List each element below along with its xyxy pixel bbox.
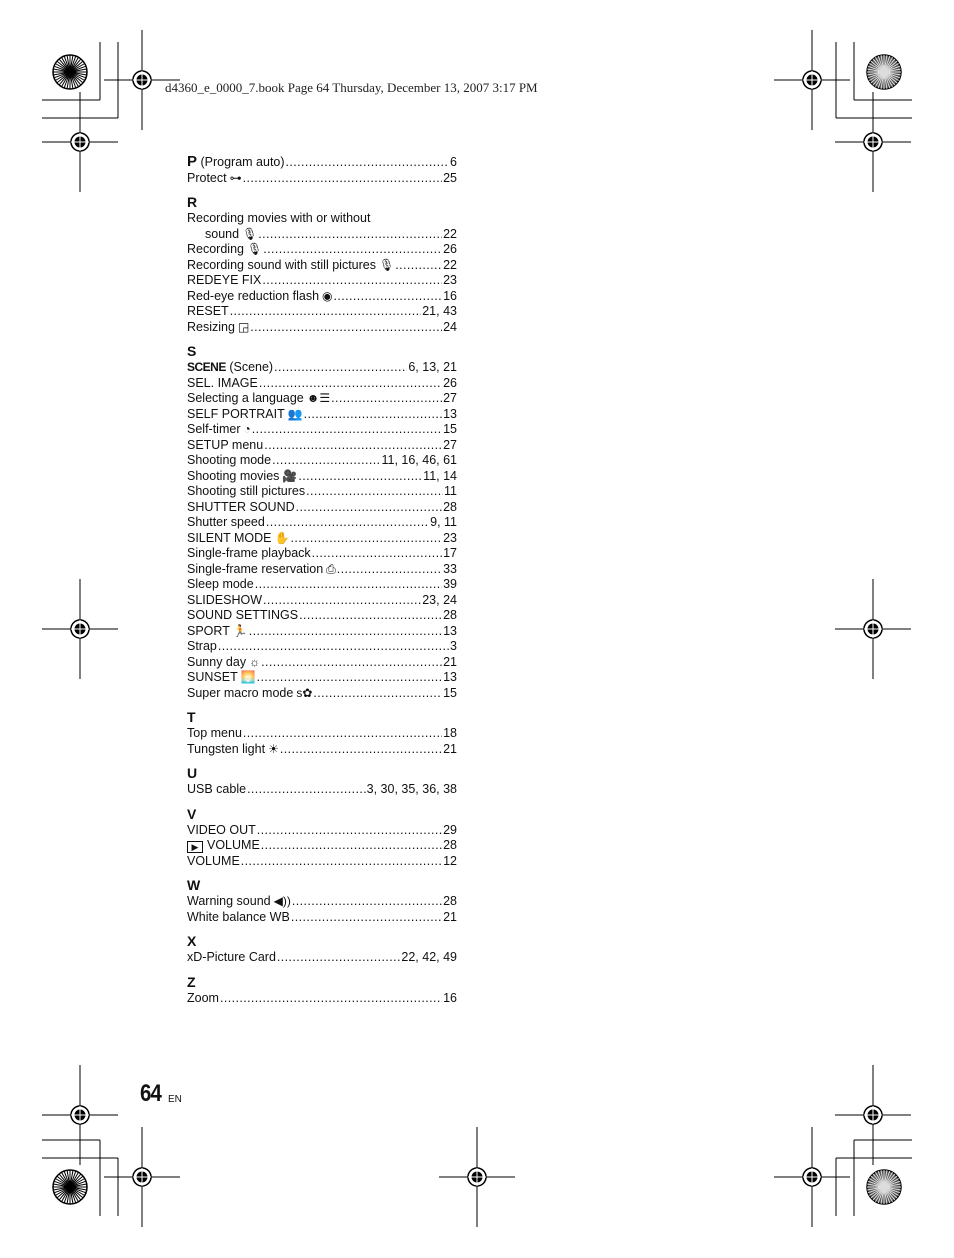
index-entry — [187, 608, 457, 624]
entry-text: SELF PORTRAIT — [187, 406, 285, 421]
entry-label — [187, 211, 370, 227]
section-letter: S — [187, 343, 197, 359]
entry-label — [187, 608, 298, 624]
entry-text: xD-Picture Card — [187, 950, 276, 964]
index-section — [187, 933, 457, 966]
index-entry — [187, 360, 457, 376]
dot-leader — [241, 854, 442, 870]
index-entry — [187, 320, 457, 336]
entry-label — [187, 453, 271, 469]
index-entry — [187, 655, 457, 671]
index-entry — [187, 227, 457, 243]
entry-text: Top menu — [187, 726, 242, 740]
super-macro-icon: s✿ — [296, 685, 313, 700]
entry-page-ref: 3 — [450, 639, 457, 653]
entry-page-ref: 11, 16, 46, 61 — [381, 453, 457, 467]
entry-label — [187, 742, 279, 758]
entry-text: USB cable — [187, 782, 247, 796]
sun-icon: ☼ — [249, 654, 261, 669]
dot-leader — [331, 391, 442, 407]
entry-label — [187, 726, 242, 742]
index-section — [187, 194, 457, 335]
dot-leader — [277, 950, 400, 966]
index-entry — [187, 453, 457, 469]
entry-text: Sleep mode — [187, 577, 254, 591]
print-icon: ⎙ — [326, 561, 336, 576]
microphone-icon: 🎙 — [246, 242, 263, 256]
entry-text: Protect — [187, 170, 227, 185]
section-letter: V — [187, 805, 197, 822]
entry-page-ref: 17 — [443, 546, 457, 560]
entry-label — [187, 639, 217, 655]
dot-leader — [258, 227, 442, 243]
dot-leader — [272, 453, 380, 469]
index-section — [187, 877, 457, 925]
entry-label — [187, 304, 229, 320]
entry-page-ref: 9, 11 — [430, 515, 457, 529]
entry-text: Recording sound with still pictures — [187, 257, 376, 272]
dot-leader — [280, 742, 442, 758]
entry-text: VOLUME — [207, 838, 260, 852]
entry-page-ref: 21, 43 — [422, 304, 457, 318]
entry-label — [187, 531, 289, 547]
index-entry — [187, 304, 457, 320]
entry-label — [187, 655, 260, 671]
entry-page-ref: 23, 24 — [422, 592, 457, 607]
starburst-target-icon — [867, 1170, 901, 1204]
entry-page-ref: 22 — [443, 226, 457, 241]
index-list — [187, 154, 457, 1006]
entry-text: RESET — [187, 304, 229, 318]
entry-page-ref: 15 — [443, 422, 457, 436]
tungsten-icon: ☀ — [268, 741, 279, 756]
entry-text: sound — [205, 226, 240, 241]
entry-page-ref: 28 — [443, 894, 457, 908]
entry-label — [187, 422, 251, 438]
entry-text: SEL. IMAGE — [187, 375, 258, 390]
entry-page-ref: 11, 14 — [423, 468, 457, 483]
dot-leader — [299, 608, 442, 624]
index-entry — [187, 484, 457, 500]
starburst-target-icon — [53, 1170, 87, 1204]
entry-text: VIDEO OUT — [187, 822, 256, 837]
entry-text: Resizing — [187, 319, 235, 334]
entry-page-ref: 39 — [443, 577, 457, 591]
microphone-icon: 🎙 — [378, 257, 395, 272]
index-entry — [187, 782, 457, 798]
dot-leader — [257, 823, 442, 839]
entry-text: Strap — [187, 639, 217, 653]
dot-leader — [230, 304, 422, 320]
entry-label — [187, 624, 248, 640]
sport-icon: 🏃 — [232, 623, 248, 638]
entry-text: Warning sound — [187, 894, 271, 908]
entry-text: SHUTTER SOUND — [187, 499, 295, 514]
entry-label — [187, 360, 273, 376]
index-entry — [187, 515, 457, 531]
dot-leader — [220, 991, 442, 1007]
entry-text: Recording — [187, 242, 244, 256]
entry-page-ref: 21 — [443, 909, 457, 924]
index-entry — [187, 838, 457, 854]
index-entry — [187, 154, 457, 171]
dot-leader — [313, 686, 442, 702]
index-entry — [187, 854, 457, 870]
index-entry — [187, 991, 457, 1007]
index-entry — [187, 273, 457, 289]
dot-leader — [255, 577, 442, 593]
dot-leader — [243, 171, 442, 187]
index-entry — [187, 624, 457, 640]
dot-leader — [218, 639, 449, 655]
entry-page-ref: 24 — [443, 319, 457, 334]
entry-label — [187, 515, 265, 531]
entry-label — [187, 376, 258, 392]
dot-leader — [298, 469, 422, 485]
entry-label — [187, 546, 311, 562]
index-entry — [187, 391, 457, 407]
index-entry — [187, 639, 457, 655]
section-letter: Z — [187, 973, 196, 990]
language-icon: ☻☰ — [306, 391, 331, 405]
entry-label — [187, 782, 246, 798]
dot-leader — [290, 531, 442, 547]
entry-label — [187, 154, 285, 171]
entry-text: SETUP menu — [187, 437, 264, 452]
entry-label — [187, 670, 256, 686]
dot-leader — [263, 242, 442, 258]
entry-label — [187, 273, 261, 289]
entry-label — [187, 484, 305, 500]
entry-label — [187, 242, 262, 258]
index-entry — [187, 894, 457, 910]
dot-leader — [266, 515, 429, 531]
entry-page-ref: 11 — [444, 484, 457, 498]
entry-label — [187, 593, 262, 609]
page-language: EN — [168, 1094, 182, 1105]
dot-leader — [262, 273, 442, 289]
entry-page-ref: 18 — [443, 726, 457, 740]
entry-text: REDEYE FIX — [187, 273, 262, 287]
resize-icon: ◲ — [237, 319, 250, 334]
entry-page-ref: 33 — [443, 561, 457, 576]
dot-leader — [291, 910, 442, 926]
index-entry — [187, 211, 457, 227]
entry-page-ref: 13 — [443, 406, 457, 421]
entry-label — [187, 320, 249, 336]
index-entry — [187, 407, 457, 423]
starburst-target-icon — [867, 55, 901, 89]
dot-leader — [274, 360, 407, 376]
entry-text: SLIDESHOW — [187, 592, 263, 607]
entry-text: Super macro mode — [187, 685, 294, 700]
starburst-target-icon — [53, 55, 87, 89]
entry-label — [187, 991, 219, 1007]
dot-leader — [306, 484, 443, 500]
entry-page-ref: 27 — [443, 391, 457, 405]
entry-text: Single-frame reservation — [187, 561, 324, 576]
entry-page-ref: 28 — [443, 608, 457, 622]
entry-label — [187, 171, 242, 187]
index-section — [187, 343, 457, 701]
entry-label — [187, 500, 295, 516]
entry-text: Shooting mode — [187, 453, 272, 467]
key-icon: ⊶ — [229, 170, 242, 185]
dot-leader — [252, 422, 442, 438]
entry-text: Sunny day — [187, 654, 247, 669]
dot-leader — [334, 289, 443, 305]
dot-leader — [243, 726, 442, 742]
entry-text: Recording movies with or without — [187, 211, 371, 225]
entry-page-ref: 26 — [443, 375, 457, 390]
entry-page-ref: 6 — [450, 155, 457, 169]
dot-leader — [257, 670, 442, 686]
entry-text: (Scene) — [225, 360, 274, 374]
entry-text: SUNSET — [187, 670, 238, 684]
self-timer-icon: ◔ — [243, 422, 251, 436]
entry-page-ref: 21 — [443, 741, 457, 756]
index-entry — [187, 289, 457, 305]
index-section — [187, 154, 457, 186]
entry-text: Selecting a language — [187, 391, 304, 405]
entry-text: Red-eye reduction flash — [187, 288, 320, 303]
playback-icon: ▶ — [187, 841, 203, 853]
entry-page-ref: 25 — [443, 170, 457, 185]
microphone-icon: 🎙 — [242, 226, 258, 241]
dot-leader — [337, 562, 442, 578]
dot-leader — [249, 624, 442, 640]
entry-label — [187, 950, 276, 966]
entry-page-ref: 23 — [443, 273, 457, 287]
index-entry — [187, 593, 457, 609]
dot-leader — [261, 655, 442, 671]
program-mode-icon: P — [187, 153, 198, 170]
index-entry — [187, 910, 457, 926]
speaker-icon: ◀)) — [273, 894, 291, 908]
entry-label — [187, 469, 297, 485]
entry-page-ref: 28 — [443, 838, 457, 852]
entry-page-ref: 28 — [443, 499, 457, 514]
entry-text: Shooting movies — [187, 468, 280, 483]
entry-label — [187, 577, 254, 593]
dot-leader — [261, 838, 442, 854]
entry-page-ref: 22, 42, 49 — [401, 950, 457, 964]
entry-label — [187, 823, 256, 839]
entry-label — [187, 438, 263, 454]
section-letter: T — [187, 709, 196, 725]
dot-leader — [296, 500, 442, 516]
section-letter: U — [187, 765, 198, 781]
section-letter: R — [187, 194, 198, 210]
index-entry — [187, 171, 457, 187]
entry-page-ref: 3, 30, 35, 36, 38 — [366, 782, 457, 796]
entry-page-ref: 13 — [443, 623, 457, 638]
dot-leader — [312, 546, 442, 562]
entry-text: VOLUME — [187, 853, 240, 868]
eye-icon: ◉ — [322, 288, 333, 303]
scene-mode-icon: SCENE — [187, 360, 226, 374]
entry-text: Zoom — [187, 990, 219, 1005]
dot-leader — [292, 894, 442, 910]
index-entry — [187, 950, 457, 966]
dot-leader — [264, 438, 442, 454]
index-entry — [187, 258, 457, 274]
index-entry — [187, 242, 457, 258]
index-entry — [187, 422, 457, 438]
entry-text: Self-timer — [187, 422, 241, 436]
dot-leader — [259, 376, 442, 392]
entry-label — [187, 854, 240, 870]
entry-text: SOUND SETTINGS — [187, 608, 299, 622]
entry-label — [187, 838, 260, 854]
entry-page-ref: 23 — [443, 530, 457, 545]
dot-leader — [247, 782, 366, 798]
entry-label — [187, 894, 291, 910]
index-entry — [187, 686, 457, 702]
entry-page-ref: 26 — [443, 242, 457, 256]
entry-page-ref: 22 — [443, 257, 457, 272]
entry-text: (Program auto) — [197, 155, 285, 169]
entry-page-ref: 29 — [443, 822, 457, 837]
entry-label — [187, 258, 394, 274]
index-entry — [187, 823, 457, 839]
page-number: 64 — [140, 1080, 161, 1107]
section-letter: W — [187, 877, 201, 893]
index-entry — [187, 577, 457, 593]
index-entry — [187, 438, 457, 454]
index-entry — [187, 469, 457, 485]
dot-leader — [286, 155, 450, 171]
index-entry — [187, 546, 457, 562]
index-entry — [187, 670, 457, 686]
entry-page-ref: 12 — [443, 853, 457, 868]
index-section — [187, 806, 457, 870]
entry-label — [187, 910, 290, 926]
dot-leader — [304, 407, 442, 423]
entry-label — [187, 686, 312, 702]
entry-text: SPORT — [187, 623, 230, 638]
entry-text: Single-frame playback — [187, 546, 311, 560]
entry-text: White balance WB — [187, 909, 290, 924]
entry-page-ref: 6, 13, 21 — [408, 360, 457, 374]
print-header: d4360_e_0000_7.book Page 64 Thursday, December 13, 2007 3:17 PM — [165, 80, 538, 95]
movie-camera-icon: 🎥 — [282, 468, 298, 483]
entry-text: SILENT MODE — [187, 530, 272, 545]
entry-page-ref: 15 — [443, 685, 457, 700]
index-entry — [187, 726, 457, 742]
index-entry — [187, 500, 457, 516]
dot-leader — [250, 320, 442, 336]
self-portrait-icon: 👥 — [287, 406, 303, 421]
entry-label — [187, 407, 303, 423]
entry-label — [187, 289, 333, 305]
entry-label — [205, 227, 257, 243]
entry-text: Shutter speed — [187, 515, 265, 529]
entry-label — [187, 391, 330, 407]
dot-leader — [395, 258, 442, 274]
entry-text: Shooting still pictures — [187, 484, 306, 498]
silent-mode-icon: ✋ — [274, 530, 290, 545]
entry-page-ref: 16 — [443, 288, 457, 303]
entry-page-ref: 16 — [443, 990, 457, 1005]
index-entry — [187, 531, 457, 547]
index-entry — [187, 742, 457, 758]
dot-leader — [263, 593, 421, 609]
index-section — [187, 974, 457, 1007]
section-letter: X — [187, 933, 197, 949]
index-entry — [187, 376, 457, 392]
index-entry — [187, 562, 457, 578]
entry-page-ref: 27 — [443, 437, 457, 452]
entry-text: Tungsten light — [187, 741, 266, 756]
entry-page-ref: 13 — [443, 670, 457, 684]
entry-page-ref: 21 — [443, 654, 457, 669]
index-section — [187, 709, 457, 757]
index-section — [187, 765, 457, 798]
sunset-icon: 🌅 — [240, 670, 256, 684]
entry-label — [187, 562, 336, 578]
